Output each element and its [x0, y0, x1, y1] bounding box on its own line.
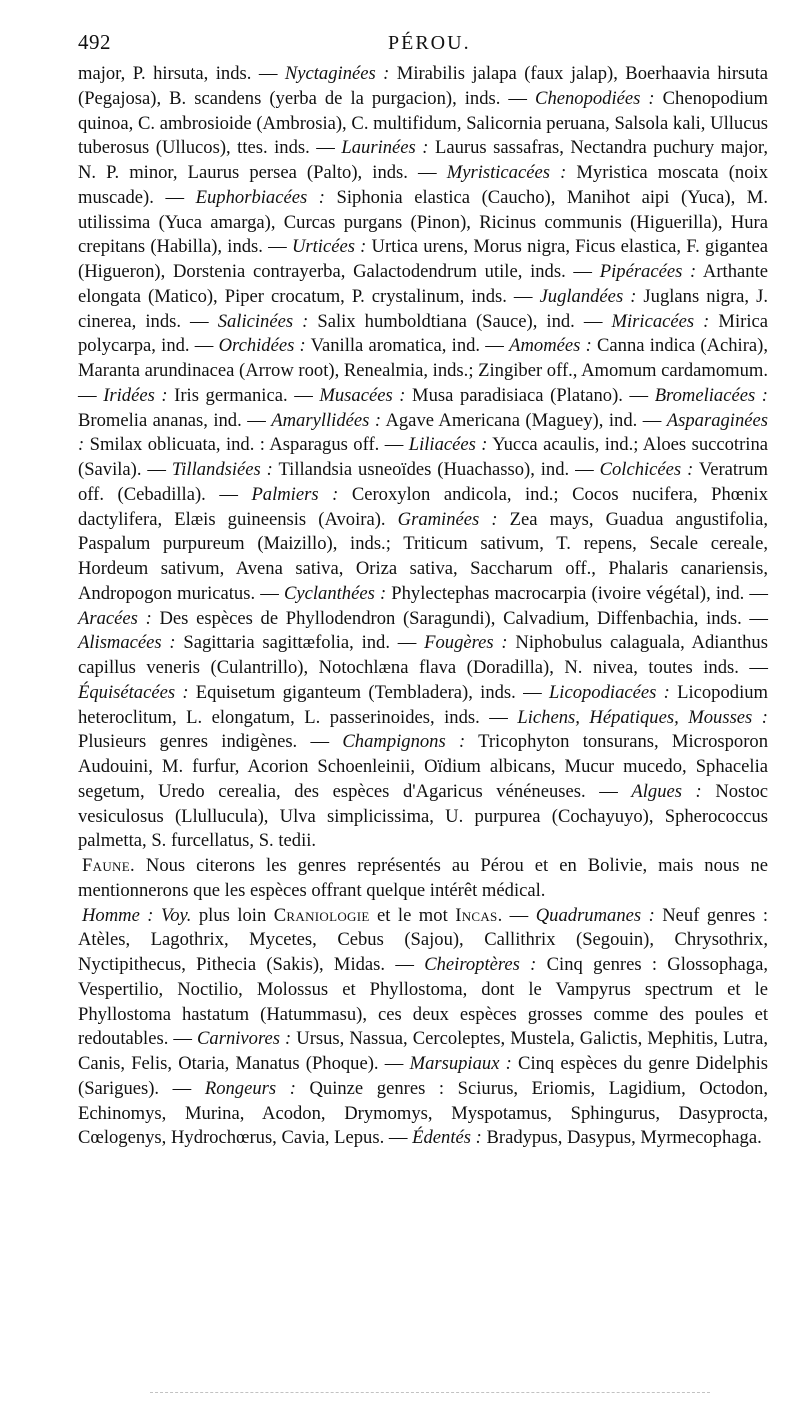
family-heading: Quadrumanes :: [535, 904, 655, 926]
body-text-run: Tillandsia usneoïdes (Huachasso), ind. —: [272, 459, 600, 480]
body-text-run: major, P. hirsuta, inds. —: [78, 63, 285, 84]
family-heading: Fougères :: [424, 632, 508, 654]
family-heading: Musacées :: [319, 384, 406, 406]
body-text-run: Veratrum off. (Cebadilla). —: [78, 459, 769, 505]
body-text-run: Urtica urens, Morus nigra, Ficus elastica, F. gigantea (Higueron), Dorstenia contrayerba, Galactodendrum utile, inds. —: [78, 236, 768, 282]
body-text-run: Ceroxylon andicola, ind.; Cocos nucifera, Phœnix dactylifera, Elæis guineensis (Avoira).: [78, 483, 768, 530]
family-heading: Orchidées :: [218, 335, 306, 357]
family-heading: Algues :: [631, 780, 702, 802]
paragraph: [78, 854, 768, 904]
family-heading: Laurinées :: [341, 137, 429, 159]
small-caps-term: Incas: [455, 904, 498, 926]
family-heading: Aracées :: [78, 607, 152, 629]
family-heading: Tillandsiées :: [171, 459, 273, 480]
body-text-run: Arthante elongata (Matico), Piper crocatum, P. crystalinum, inds. —: [78, 261, 768, 307]
body-text-run: Phylectephas macrocarpia (ivoire végétal), ind. —: [386, 582, 768, 604]
family-heading: Nyctaginées :: [284, 63, 390, 84]
body-text-run: . —: [497, 904, 536, 926]
body-text-run: Musa paradisiaca (Platano). —: [405, 384, 655, 406]
body-text-run: Neuf genres : Atèles, Lagothrix, Mycetes, Cebus (Sajou), Callithrix (Segouin), Chrysothrix, Nyctipithecus, Pithecia (Sakis), Midas. —: [78, 904, 769, 975]
family-heading: Champignons :: [342, 731, 466, 753]
family-heading: Palmiers :: [251, 483, 339, 505]
body-text-run: Smilax oblicuata, ind. : Asparagus off. —: [84, 434, 409, 456]
family-heading: Marsupiaux :: [409, 1053, 512, 1074]
family-heading: Cyclanthées :: [283, 582, 387, 604]
family-heading: Carnivores :: [197, 1028, 292, 1050]
body-text-run: plus loin: [191, 904, 274, 926]
family-heading: Iridées :: [103, 384, 168, 406]
family-heading: Urticées :: [291, 236, 367, 258]
body-text-run: Agave Americana (Maguey), ind. —: [381, 409, 667, 431]
body-text-run: Nous citerons les genres représentés au Pérou et en Bolivie, mais nous ne mentionnerons que les espèces offrant quelque intérêt médical.: [78, 855, 768, 901]
body-text-run: Cinq espèces du genre Didelphis (Sarigues). —: [78, 1053, 768, 1099]
family-heading: Asparaginées :: [78, 409, 768, 456]
family-heading: Lichens, Hépatiques, Mousses :: [517, 706, 768, 728]
body-text-run: Juglans nigra, J. cinerea, inds. —: [78, 285, 768, 332]
body-text-run: Yucca acaulis, ind.; Aloes succotrina (Savila). —: [78, 434, 768, 480]
body-text-run: Equisetum giganteum (Tembladera), inds. —: [188, 681, 549, 703]
body-text-run: Sagittaria sagittæfolia, ind. —: [175, 632, 425, 654]
family-heading: Alismacées :: [78, 632, 176, 654]
body-text-run: Bradypus, Dasypus, Myrmecophaga.: [481, 1127, 762, 1149]
body-text-run: Nostoc vesiculosus (Llullucula), Ulva simplicissima, U. purpurea (Cochayuyo), Spherococcus palmetta, S. furcellatus, S. tedii.: [78, 780, 769, 852]
body-text-run: Bromelia ananas, ind. —: [78, 409, 272, 431]
paragraph: [78, 62, 768, 854]
body-text-run: [153, 905, 160, 926]
body-text-run: Plusieurs genres indigènes. —: [78, 731, 343, 753]
family-heading: Miricacées :: [611, 310, 710, 332]
small-caps-term: Faune.: [82, 855, 135, 876]
family-heading: Rongeurs :: [204, 1077, 296, 1099]
family-heading: Équisétacées :: [78, 681, 189, 703]
body-text-run: Des espèces de Phyllodendron (Saragundi), Calvadium, Diffenbachia, inds. —: [151, 607, 768, 629]
family-heading: Myristicacées :: [446, 162, 567, 183]
paragraph: [78, 904, 768, 1152]
family-heading: Graminées :: [397, 508, 498, 530]
body-text-run: Iris germanica. —: [167, 384, 320, 406]
body-text-run: Chenopodium quinoa, C. ambrosioide (Ambrosia), C. multifidum, Salicornia peruana, Salsola kali, Ullucus tuberosus (Ullucos), ttes. inds. —: [78, 87, 768, 159]
family-heading: Amaryllidées :: [271, 409, 382, 431]
family-heading: Liliacées :: [408, 434, 488, 456]
body-text-run: Quinze genres : Sciurus, Eriomis, Lagidium, Octodon, Echinomys, Murina, Acodon, Drymomys, Myspotamus, Sphingurus, Dasyprocta, Cœlogenys, Hydrochœrus, Cavia, Lepus. —: [78, 1077, 768, 1149]
family-heading: Euphorbiacées :: [195, 186, 325, 208]
page-number: 492: [78, 30, 111, 54]
family-heading: Voy.: [160, 904, 192, 926]
body-text-run: Canna indica (Achira), Maranta arundinacea (Arrow root), Renealmia, inds.; Zingiber off., Amomum cardamomum. —: [78, 335, 769, 406]
family-heading: Chenopodiées :: [535, 87, 655, 109]
family-heading: Pipéracées :: [599, 261, 697, 282]
body-text-run: Mirabilis jalapa (faux jalap), Boerhaavia hirsuta (Pegajosa), B. scandens (yerba de la purgacion), inds. —: [78, 63, 768, 109]
family-heading: Juglandées :: [539, 285, 637, 307]
family-heading: Amomées :: [509, 335, 592, 357]
family-heading: Colchicées :: [599, 459, 694, 480]
family-heading: Homme :: [82, 904, 154, 926]
running-head: PÉROU.: [388, 32, 471, 54]
body-text-run: Laurus sassafras, Nectandra puchury major, N. P. minor, Laurus persea (Palto), inds. —: [78, 137, 768, 183]
family-heading: Licopodiacées :: [548, 681, 670, 703]
body-text-run: et le mot: [369, 904, 456, 926]
body-text-run: Niphobulus calaguala, Adianthus capillus veneris (Culantrillo), Notochlæna flava (Doradilla), N. nivea, toutes inds. —: [78, 632, 768, 678]
page-header: [78, 24, 754, 60]
body-text-run: Salix humboldtiana (Sauce), ind. —: [308, 310, 612, 332]
body-text-run: Vanilla aromatica, ind. —: [305, 335, 510, 357]
body-text-run: Myristica moscata (noix muscade). —: [78, 162, 768, 208]
small-caps-term: Craniologie: [273, 904, 370, 926]
family-heading: Édentés :: [412, 1127, 482, 1149]
family-heading: Cheiroptères :: [424, 954, 537, 975]
family-heading: Salicinées :: [217, 310, 309, 332]
body-text-run: Ursus, Nassua, Cercoleptes, Mustela, Galictis, Mephitis, Lutra, Canis, Felis, Otaria, Manatus (Phoque). —: [78, 1028, 769, 1074]
family-heading: Bromeliacées :: [654, 384, 768, 406]
body-text-run: Zea mays, Guadua angustifolia, Paspalum purpureum (Maizillo), inds.; Triticum sativum, T. repens, Secale cereale, Hordeum sativum, Avena sativa, Oriza sativa, Saccharum off., Phalaris canariensis, Andropogon muricatus. —: [78, 508, 768, 604]
footer-rule: [150, 1392, 710, 1393]
body-text-run: Siphonia elastica (Caucho), Manihot aipi (Yuca), M. utilissima (Yuca amarga), Curcas purgans (Pinon), Ricinus communis (Higuerilla), Hura crepitans (Habilla), inds. —: [78, 186, 768, 258]
body-text-run: Tricophyton tonsurans, Microsporon Audouini, M. furfur, Acorion Schoenleinii, Oïdium albicans, Mucur mucedo, Sphacelia segetum, Uredo cerealia, des espèces d'Agaricus vénéneuses. —: [78, 731, 768, 802]
body-text-run: Licopodium heteroclitum, L. elongatum, L. passerinoides, inds. —: [78, 681, 768, 728]
body-text-run: Cinq genres : Glossophaga, Vespertilio, Noctilio, Molossus et Phyllostoma, dont le Vampyrus spectrum et le Phyllostoma hastatum (Hatummasu), ces deux espèces grosses comme des poules et redoutables. —: [78, 954, 768, 1050]
body-text-run: Mirica polycarpa, ind. —: [78, 310, 768, 357]
body-text: [78, 62, 768, 1151]
